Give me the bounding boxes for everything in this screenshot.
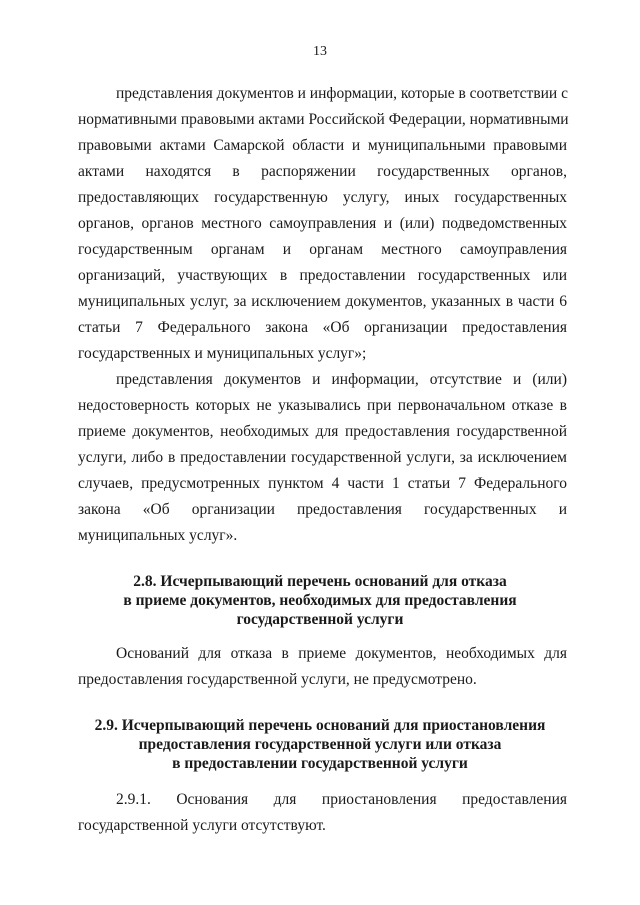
paragraph-line: представления документов и информации, отсутствие и (или): [116, 371, 567, 388]
paragraph-line: представления документов и информации, которые в соответствии с: [116, 85, 568, 102]
paragraph-line: случаев, предусмотренных пунктом 4 части 1 статьи 7 Федерального: [78, 475, 567, 492]
section-heading: в предоставлении государственной услуги: [172, 755, 468, 772]
section-heading: 2.9. Исчерпывающий перечень оснований для приостановления: [94, 717, 546, 734]
page-number: 13: [313, 44, 327, 59]
paragraph-line: нормативными правовыми актами Российской Федерации, нормативными: [78, 111, 569, 128]
paragraph-line: государственной услуги отсутствуют.: [78, 817, 326, 834]
paragraph-line: 2.9.1. Основания для приостановления предоставления: [116, 791, 567, 808]
paragraph-line: государственным органам и органам местного самоуправления: [78, 241, 567, 258]
paragraph-line: организаций, участвующих в предоставлении государственных или: [78, 267, 567, 284]
paragraph-line: приеме документов, необходимых для предоставления государственной: [78, 423, 567, 440]
paragraph-line: государственных и муниципальных услуг»;: [78, 345, 367, 362]
section-heading: 2.8. Исчерпывающий перечень оснований для отказа: [133, 573, 507, 590]
paragraph-line: закона «Об организации предоставления государственных и: [78, 501, 567, 518]
section-heading: предоставления государственной услуги или отказа: [138, 736, 502, 753]
paragraph-line: правовыми актами Самарской области и муниципальными правовыми: [78, 137, 567, 154]
paragraph-line: муниципальных услуг».: [78, 527, 238, 544]
paragraph-line: услуги, либо в предоставлении государственной услуги, за исключением: [78, 449, 567, 466]
paragraph-line: органов, органов местного самоуправления и (или) подведомственных: [78, 215, 567, 232]
paragraph-line: предоставления государственной услуги, не предусмотрено.: [78, 671, 477, 688]
section-heading: государственной услуги: [236, 611, 404, 628]
paragraph-line: муниципальных услуг, за исключением документов, указанных в части 6: [78, 293, 567, 310]
paragraph-line: Оснований для отказа в приеме документов, необходимых для: [116, 645, 567, 662]
paragraph-line: предоставляющих государственную услугу, иных государственных: [78, 189, 567, 206]
section-heading: в приеме документов, необходимых для предоставления: [123, 592, 517, 609]
paragraph-line: статьи 7 Федерального закона «Об организации предоставления: [78, 319, 567, 336]
paragraph-line: актами находятся в распоряжении государственных органов,: [78, 163, 567, 180]
paragraph-line: недостоверность которых не указывались при первоначальном отказе в: [78, 397, 567, 414]
